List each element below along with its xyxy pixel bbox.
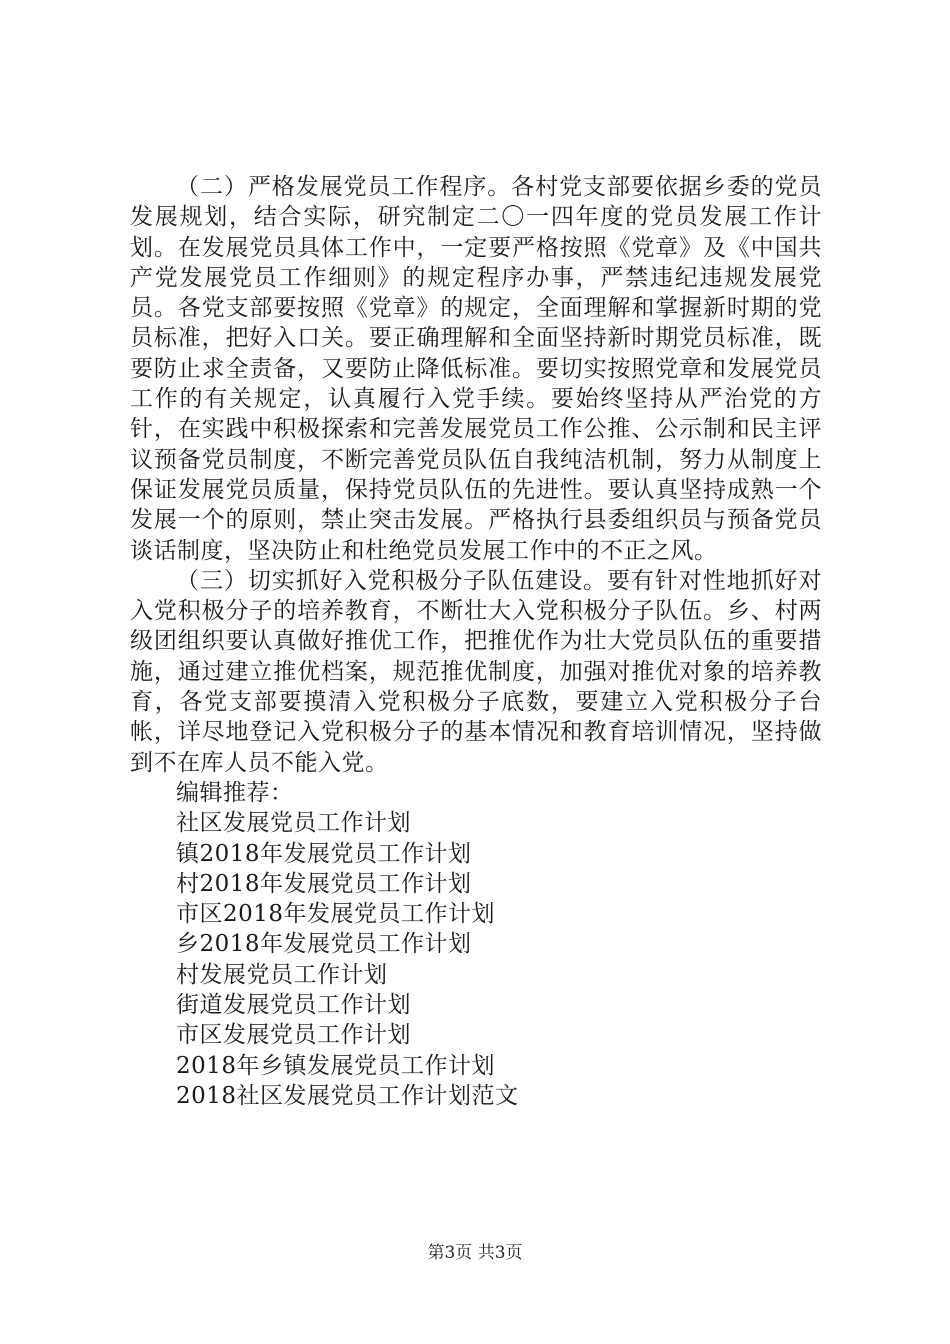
recommend-item[interactable]: 村2018年发展党员工作计划 bbox=[176, 870, 472, 897]
recommend-item[interactable]: 社区发展党员工作计划 bbox=[176, 810, 411, 837]
recommend-item[interactable]: 2018社区发展党员工作计划范文 bbox=[176, 1082, 519, 1109]
recommend-item[interactable]: 街道发展党员工作计划 bbox=[176, 992, 411, 1019]
paragraph-two: （二）严格发展党员工作程序。各村党支部要依据乡委的党员发展规划，结合实际，研究制定二〇一四年度的党员发展工作计划。在发展党员具体工作中，一定要严格按照《党章》及《中国共产党发展党员工作细则》的规定程序办事，严禁违纪违规发展党员。各党支部要按照《党章》的规定，全面理解和掌握新时期的党员标准，把好入口关。要正确理解和全面坚持新时期党员标准，既要防止求全责备，又要防止降低标准。要切实按照党章和发展党员工作的有关规定，认真履行入党手续。要始终坚持从严治党的方针，在实践中积极探索和完善发展党员工作公推、公示制和民主评议预备党员制度，不断完善党员队伍自我纯洁机制，努力从制度上保证发展党员质量，保持党员队伍的先进性。要认真坚持成熟一个发展一个的原则，禁止突击发展。严格执行县委组织员与预备党员谈话制度，坚决防止和杜绝党员发展工作中的不正之风。 bbox=[130, 174, 822, 564]
recommend-title: 编辑推荐： bbox=[176, 779, 294, 806]
recommend-item[interactable]: 市区发展党员工作计划 bbox=[176, 1022, 411, 1049]
recommend-item[interactable]: 2018年乡镇发展党员工作计划 bbox=[176, 1052, 496, 1079]
recommend-list bbox=[130, 808, 822, 1111]
page-number-footer: 第3页 共3页 bbox=[427, 1243, 523, 1263]
paragraph-three: （三）切实抓好入党积极分子队伍建设。要有针对性地抓好对入党积极分子的培养教育，不断壮大入党积极分子队伍。乡、村两级团组织要认真做好推优工作，把推优作为壮大党员队伍的重要措施，通过建立推优档案，规范推优制度，加强对推优对象的培养教育，各党支部要摸清入党积极分子底数，要建立入党积极分子台帐，详尽地登记入党积极分子的基本情况和教育培训情况，坚持做到不在库人员不能入党。 bbox=[130, 567, 822, 776]
recommend-item[interactable]: 村发展党员工作计划 bbox=[176, 961, 388, 988]
recommend-item[interactable]: 镇2018年发展党员工作计划 bbox=[176, 840, 472, 867]
document-body bbox=[130, 172, 822, 1111]
recommend-item[interactable]: 乡2018年发展党员工作计划 bbox=[176, 931, 472, 958]
recommend-item[interactable]: 市区2018年发展党员工作计划 bbox=[176, 901, 496, 928]
